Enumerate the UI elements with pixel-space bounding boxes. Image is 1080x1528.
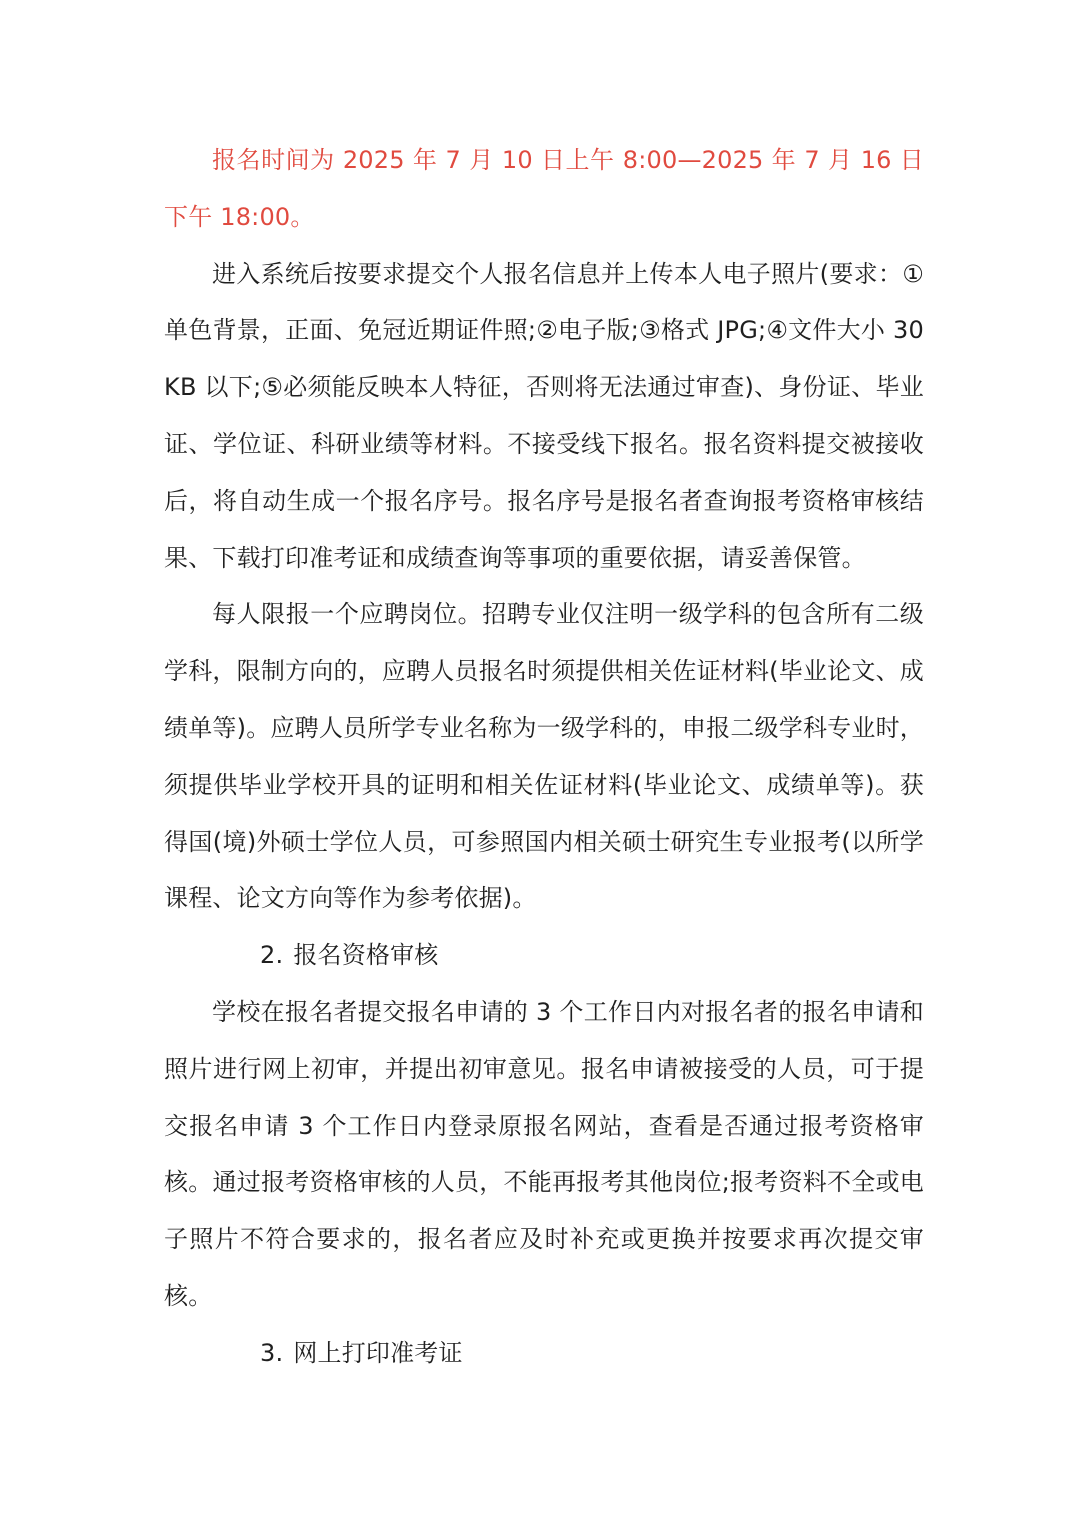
- section-title: 报名资格审核: [293, 941, 439, 970]
- document-page: [164, 132, 924, 1382]
- submission-requirements-paragraph: 进入系统后按要求提交个人报名信息并上传本人电子照片(要求：①单色背景，正面、免冠近期证件照;②电子版;③格式 JPG;④文件大小 30KB 以下;⑤必须能反映本人特征，否则将无法通过审查)、身份证、毕业证、学位证、科研业绩等材料。不接受线下报名。报名资料提交被接收后，将自动生成一个报名序号。报名序号是报名者查询报考资格审核结果、下载打印准考证和成绩查询等事项的重要依据，请妥善保管。: [164, 259, 924, 572]
- section-title: 网上打印准考证: [293, 1338, 463, 1367]
- section-number: 2.: [260, 941, 284, 970]
- section-number: 3.: [260, 1338, 284, 1367]
- section-heading-qualification-review: [164, 927, 924, 984]
- registration-time-paragraph: 报名时间为 2025 年 7 月 10 日上午 8:00—2025 年 7 月 16 日下午 18:00。: [164, 146, 924, 231]
- section-heading-print-admission-ticket: [164, 1325, 924, 1382]
- qualification-review-paragraph: 学校在报名者提交报名申请的 3 个工作日内对报名者的报名申请和照片进行网上初审，并提出初审意见。报名申请被接受的人员，可于提交报名申请 3 个工作日内登录原报名网站，查看是否通过报考资格审核。通过报考资格审核的人员，不能再报考其他岗位;报考资料不全或电子照片不符合要求的，报名者应及时补充或更换并按要求再次提交审核。: [164, 997, 924, 1310]
- position-limit-paragraph: 每人限报一个应聘岗位。招聘专业仅注明一级学科的包含所有二级学科，限制方向的，应聘人员报名时须提供相关佐证材料(毕业论文、成绩单等)。应聘人员所学专业名称为一级学科的，申报二级学科专业时，须提供毕业学校开具的证明和相关佐证材料(毕业论文、成绩单等)。获得国(境)外硕士学位人员，可参照国内相关硕士研究生专业报考(以所学课程、论文方向等作为参考依据)。: [164, 600, 924, 913]
